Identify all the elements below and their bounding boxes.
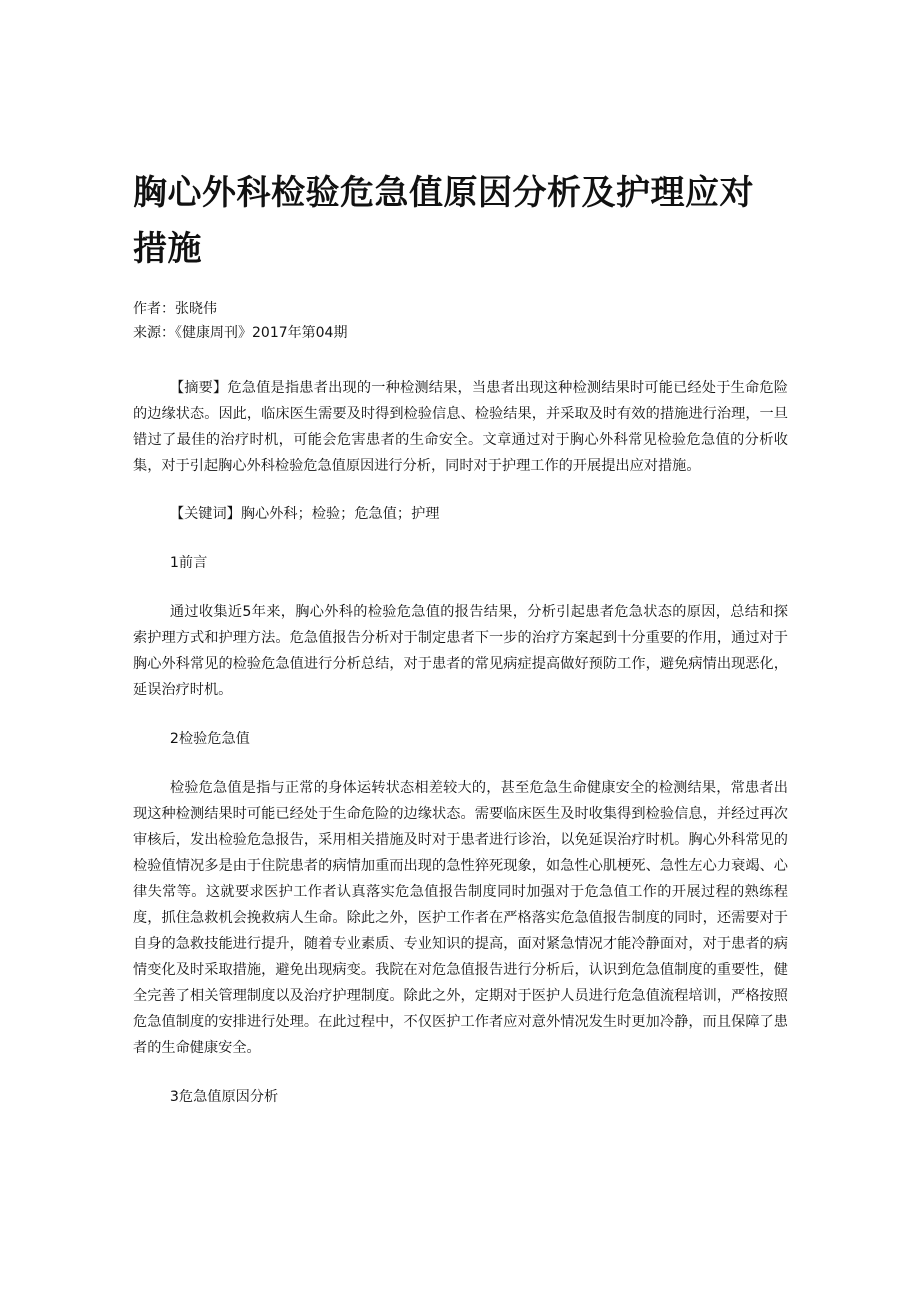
abstract-paragraph: 【摘要】危急值是指患者出现的一种检测结果，当患者出现这种检测结果时可能已经处于生命危险的边缘状态。因此，临床医生需要及时得到检验信息、检验结果，并采取及时有效的措施进行治理，一旦错过了最佳的治疗时机，可能会危害患者的生命安全。文章通过对于胸心外科常见检验危急值的分析收集，对于引起胸心外科检验危急值原因进行分析，同时对于护理工作的开展提出应对措施。 [133,380,788,474]
section-heading-3: 3危急值原因分析 [169,1089,279,1105]
article-title: 胸心外科检验危急值原因分析及护理应对措施 [133,173,754,269]
section-heading-1: 1前言 [169,555,208,571]
section-heading-2: 2检验危急值 [169,731,250,747]
source-line: 来源：《健康周刊》2017年第04期 [133,325,348,341]
section-body-1: 通过收集近5年来，胸心外科的检验危急值的报告结果，分析引起患者危急状态的原因，总结和探索护理方式和护理方法。危急值报告分析对于制定患者下一步的治疗方案起到十分重要的作用，通过对于胸心外科常见的检验危急值进行分析总结，对于患者的常见病症提高做好预防工作，避免病情出现恶化，延误治疗时机。 [133,604,788,698]
article-page [133,165,788,1110]
section-body-2: 检验危急值是指与正常的身体运转状态相差较大的，甚至危急生命健康安全的检测结果，常患者出现这种检测结果时可能已经处于生命危险的边缘状态。需要临床医生及时收集得到检验信息，并经过再次审核后，发出检验危急报告，采用相关措施及时对于患者进行诊治，以免延误治疗时机。胸心外科常见的检验值情况多是由于住院患者的病情加重而出现的急性猝死现象，如急性心肌梗死、急性左心力衰竭、心律失常等。这就要求医护工作者认真落实危急值报告制度同时加强对于危急值工作的开展过程的熟练程度，抓住急救机会挽救病人生命。除此之外，医护工作者在严格落实危急值报告制度的同时，还需要对于自身的急救技能进行提升，随着专业素质、专业知识的提高，面对紧急情况才能冷静面对，对于患者的病情变化及时采取措施，避免出现病变。我院在对危急值报告进行分析后，认识到危急值制度的重要性，健全完善了相关管理制度以及治疗护理制度。除此之外，定期对于医护人员进行危急值流程培训，严格按照危急值制度的安排进行处理。在此过程中，不仅医护工作者应对意外情况发生时更加冷静，而且保障了患者的生命健康安全。 [133,780,788,1056]
keywords-paragraph: 【关键词】胸心外科；检验；危急值；护理 [169,506,440,522]
article-meta [133,297,788,345]
author-line: 作者：张晓伟 [133,301,217,317]
